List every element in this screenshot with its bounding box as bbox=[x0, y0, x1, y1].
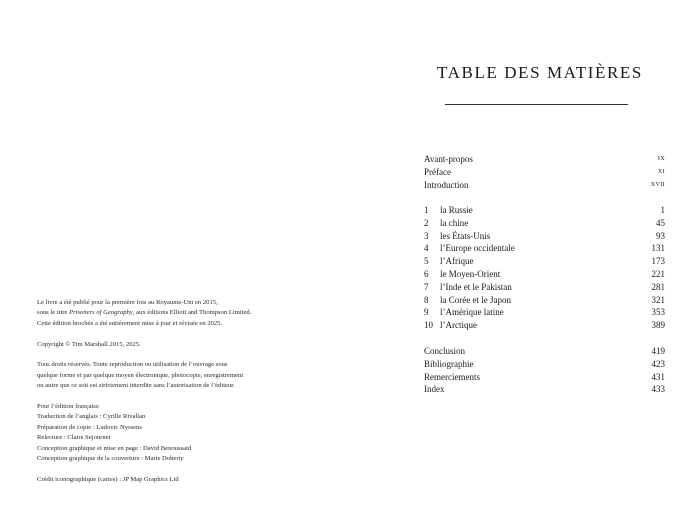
publication-line: Le livre a été publié pour la première fois au Royaume-Uni en 2015, bbox=[37, 299, 218, 306]
credit-line: Conception graphique et mise en page : David Benoussaïd bbox=[37, 444, 192, 452]
chapter-title: l’Arctique bbox=[440, 320, 477, 331]
chapter-number: 9 bbox=[424, 307, 429, 318]
chapter-page: 131 bbox=[651, 243, 665, 254]
toc-entry-page: IX bbox=[657, 155, 665, 162]
toc-entry-label: Introduction bbox=[424, 179, 469, 190]
toc-entry[interactable] bbox=[424, 153, 665, 166]
toc-chapter[interactable] bbox=[424, 319, 665, 332]
credit-line: Pour l’édition française bbox=[37, 403, 99, 411]
chapter-title: la chine bbox=[440, 217, 469, 228]
toc-entry[interactable] bbox=[424, 179, 665, 192]
chapter-page: 93 bbox=[656, 230, 665, 241]
chapter-number: 6 bbox=[424, 268, 429, 279]
publication-line: Cette édition brochée a été entièrement mise à jour et révisée en 2025. bbox=[37, 319, 223, 327]
chapter-title: les États-Unis bbox=[440, 230, 491, 241]
chapter-number: 7 bbox=[424, 281, 429, 292]
toc-back-matter bbox=[424, 345, 665, 396]
toc-entry-label: Conclusion bbox=[424, 346, 466, 356]
publication-line bbox=[37, 308, 337, 318]
toc-entry[interactable] bbox=[424, 383, 665, 396]
chapter-number: 4 bbox=[424, 243, 429, 254]
credit-line: Préparation de copie : Ludovic Nyssens bbox=[37, 423, 142, 431]
credits bbox=[37, 402, 337, 464]
chapter-page: 1 bbox=[660, 205, 665, 215]
colophon bbox=[37, 298, 337, 496]
credit-line: Traduction de l’anglais : Cyrille Rivallan bbox=[37, 413, 146, 421]
toc-title: TABLE DES MATIÈRES bbox=[437, 63, 643, 82]
toc-chapter[interactable] bbox=[424, 281, 665, 294]
chapter-page: 353 bbox=[651, 307, 665, 318]
chapter-page: 45 bbox=[656, 217, 665, 228]
toc-entry-page: 419 bbox=[651, 346, 665, 356]
chapter-title: la Corée et le Japon bbox=[440, 294, 511, 305]
toc-front-matter bbox=[424, 153, 665, 191]
maps-credit-line: Crédit iconographique (cartes) : JP Map Graphics Ltd bbox=[37, 475, 179, 483]
toc-chapter[interactable] bbox=[424, 230, 665, 243]
right-page bbox=[350, 0, 700, 519]
toc-chapter[interactable] bbox=[424, 268, 665, 281]
chapter-page: 173 bbox=[651, 256, 665, 267]
chapter-number: 5 bbox=[424, 256, 429, 267]
toc-entry-page: 431 bbox=[651, 371, 665, 382]
chapter-number: 2 bbox=[424, 217, 429, 228]
toc-chapter[interactable] bbox=[424, 242, 665, 255]
chapter-number: 3 bbox=[424, 230, 429, 241]
toc-entry[interactable] bbox=[424, 371, 665, 384]
credit-line: Relecture : Claire Sejournet bbox=[37, 434, 111, 442]
toc-chapter[interactable] bbox=[424, 217, 665, 230]
chapter-page: 321 bbox=[651, 294, 665, 305]
copyright-notice bbox=[37, 340, 337, 350]
chapter-page: 281 bbox=[651, 281, 665, 292]
chapter-title: la Russie bbox=[440, 205, 473, 215]
toc-entry-page: 433 bbox=[651, 384, 665, 395]
chapter-title: l’Inde et le Pakistan bbox=[440, 281, 512, 292]
chapter-number: 1 bbox=[424, 205, 429, 215]
chapter-title: le Moyen-Orient bbox=[440, 268, 501, 279]
toc-entry-page: XI bbox=[657, 167, 665, 175]
publication-text: , aux éditions Elliott and Thompson Limited. bbox=[132, 309, 252, 317]
toc-entry-label: Bibliographie bbox=[424, 358, 474, 369]
maps-credit bbox=[37, 475, 337, 485]
rights-line: Tous droits réservés. Toute reproduction ou utilisation de l’ouvrage sous bbox=[37, 361, 228, 369]
toc-chapter[interactable] bbox=[424, 204, 665, 217]
rights-notice bbox=[37, 360, 337, 391]
publication-notice bbox=[37, 298, 337, 329]
toc-chapters bbox=[424, 204, 665, 332]
toc-entry-label: Remerciements bbox=[424, 371, 480, 382]
toc-entry[interactable] bbox=[424, 345, 665, 358]
copyright-line: Copyright © Tim Marshall 2015, 2025. bbox=[37, 340, 141, 348]
chapter-title: l’Europe occidentale bbox=[440, 243, 515, 254]
chapter-title: l’Amérique latine bbox=[440, 307, 504, 318]
toc-chapter[interactable] bbox=[424, 306, 665, 319]
toc-entry[interactable] bbox=[424, 358, 665, 371]
chapter-number: 10 bbox=[424, 320, 433, 331]
toc-chapter[interactable] bbox=[424, 255, 665, 268]
chapter-number: 8 bbox=[424, 294, 429, 305]
toc-entry-page: 423 bbox=[651, 358, 665, 369]
rights-line: quelque forme et par quelque moyen électronique, photocopie, enregistrement bbox=[37, 371, 244, 379]
title-divider bbox=[445, 104, 628, 105]
toc-entry-label: Index bbox=[424, 384, 445, 395]
rights-line: ou autre que ce soit est strictement interdite sans l’autorisation de l’éditeur. bbox=[37, 382, 235, 390]
toc-entry[interactable] bbox=[424, 166, 665, 179]
toc-chapter[interactable] bbox=[424, 294, 665, 307]
publication-text: sous le titre bbox=[37, 309, 68, 317]
toc-entry-label: Avant-propos bbox=[424, 154, 473, 164]
chapter-page: 221 bbox=[651, 268, 665, 279]
credit-line: Conception graphique de la couverture : Marie Doherty bbox=[37, 455, 184, 463]
toc-entry-label: Préface bbox=[424, 166, 451, 177]
chapter-title: l’Afrique bbox=[440, 256, 474, 267]
toc-entry-page: XVII bbox=[650, 180, 665, 188]
chapter-page: 389 bbox=[651, 320, 665, 331]
original-title: Prisoners of Geography bbox=[69, 309, 133, 317]
